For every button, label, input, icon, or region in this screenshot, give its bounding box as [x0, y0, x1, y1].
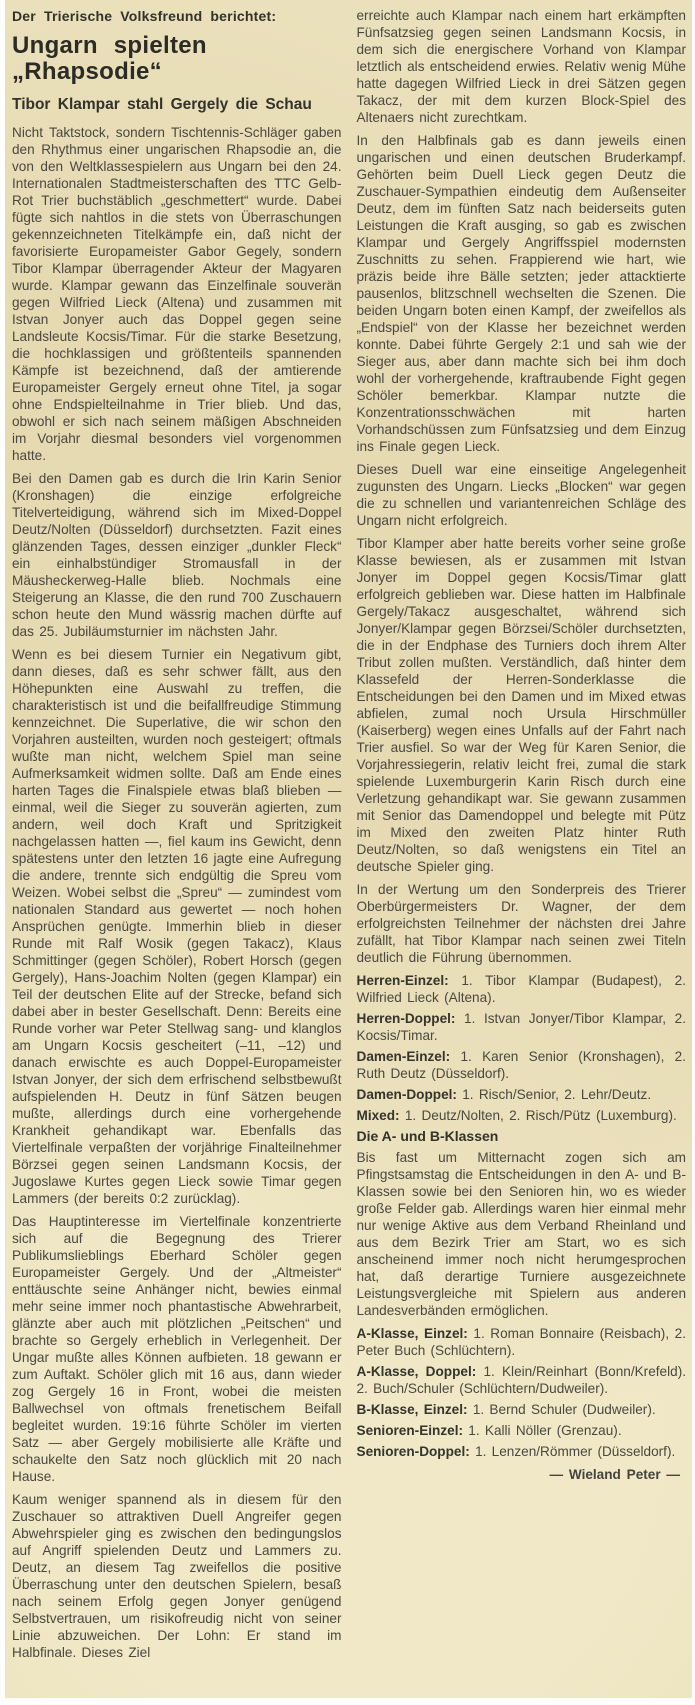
- byline: — Wieland Peter —: [549, 1467, 680, 1482]
- body-paragraph: Nicht Taktstock, sondern Tischtennis-Schläger gaben den Rhythmus einer ungarischen Rhapsodie an, die von den Weltklassespielern aus Ungarn bei den 24. Internationalen Stadtmeisterschaften des TTC Gelb-Rot Trier buchstäblich „geschmettert“ wurde. Dabei fügte sich nahtlos in die stets von Überraschungen gekennzeichneten Titelkämpfe ein, daß nicht der favorisierte Europameister Gabor Gegely, sondern Tibor Klampar überragender Akteur der Magyaren wurde. Klampar gewann das Einzelfinale souverän gegen Wilfried Lieck (Altena) und zusammen mit Istvan Jonyer auch das Doppel gegen seine Landsleute Kocsis/Timar. Für die starke Besetzung, die hochklassigen und größtenteils spannenden Kämpfe ist bezeichnend, daß der amtierende Europameister Gergely erneut ohne Titel, ja sogar ohne Endspielteilnahme in Trier blieb. Und das, obwohl er sich nach seinem mäßigen Abschneiden im Vorjahr diesmal besonders viel vorgenommen hatte.: [12, 125, 342, 463]
- result-label: B-Klasse, Einzel:: [356, 1402, 468, 1417]
- result-line: [357, 1363, 687, 1397]
- body-paragraph: Bis fast um Mitternacht zogen sich am Pfingstsamstag die Entscheidungen in den A- und B-Klassen sowie bei den Senioren hin, wo es wieder große Felder gab. Allerdings waren hier einmal mehr nur wenige Aktive aus dem Verband Rheinland und aus dem Bezirk Trier am Start, wo es sich anscheinend immer noch nicht herumgesprochen hat, daß derartige Turniere ausgezeichnete Leistungsvergleiche mit Spielern aus anderen Landesverbänden ermöglichen.: [356, 1150, 686, 1318]
- result-line: [357, 972, 687, 1006]
- result-label: A-Klasse, Doppel:: [356, 1364, 477, 1379]
- result-label: Damen-Einzel:: [356, 1049, 451, 1064]
- result-line: [357, 1443, 687, 1460]
- body-paragraph: Tibor Klamper aber hatte bereits vorher seine große Klasse bewiesen, als er zusammen mit Istvan Jonyer im Doppel gegen Kocsis/Timar glatt erfolgreich geblieben war. Diese hatten im Halbfinale Gergely/Takacz ausgeschaltet, während sich Jonyer/Klampar gegen Börzsei/Schöler durchsetzten, die in der Endphase des Turniers doch ihrem Alter Tribut zollen mußten. Verständlich, daß hinter dem Klassefeld der Herren-Sonderklasse die Entscheidungen bei den Damen und im Mixed etwas abfielen, zumal noch Ursula Hirschmüller (Kaiserberg) wegen eines Unfalls auf der Fahrt nach Trier ausfiel. So war der Weg für Karen Senior, die Vorjahressiegerin, relativ leicht frei, zumal die stark spielende Luxemburgerin Karin Risch durch eine Verletzung gehandikapt war. Sie gewann zusammen mit Senior das Damendoppel und belegte mit Pütz im Mixed den zweiten Platz hinter Ruth Deutz/Nolten, so daß wenigstens ein Titel an deutsche Spieler ging.: [356, 536, 686, 874]
- result-line: [357, 1107, 687, 1124]
- article-columns: [12, 7, 686, 1667]
- result-text: 1. Kalli Nöller (Grenzau).: [463, 1423, 622, 1438]
- body-paragraph: Das Hauptinteresse im Viertelfinale konzentrierte sich auf die Begegnung des Trierer Publikumslieblings Eberhard Schöler gegen Europameister Gergely. Und der „Altmeister“ enttäuschte seine Anhänger nicht, bewies einmal mehr seine immer noch phantastische Abwehrarbeit, glänzte aber auch mit plötzlichen „Peitschen“ und brachte so Gergely erheblich in Verlegenheit. Der Ungar mußte alles Können aufbieten. 18 gewann er zum Auftakt. Schöler glich mit 16 aus, dann wieder zog Gergely 16 in Front, wobei die meisten Ballwechsel von oftmals frenetischem Beifall begleitet wurden. 19:16 führte Schöler im vierten Satz — aber Gergely mobilisierte alle Kräfte und schaukelte den Satz noch glücklich mit 20 nach Hause.: [12, 1214, 342, 1484]
- section-heading: Die A- und B-Klassen: [356, 1128, 499, 1144]
- newspaper-clipping: [5, 0, 692, 1698]
- result-text: 1. Tibor Klampar (Budapest), 2. Wilfried Lieck (Altena).: [356, 973, 686, 1005]
- subhead: Tibor Klampar stahl Gergely die Schau: [12, 96, 312, 113]
- result-label: Herren-Doppel:: [356, 1011, 456, 1026]
- result-label: Mixed:: [356, 1108, 400, 1123]
- result-text: 1. Deutz/Nolten, 2. Risch/Pütz (Luxemburg).: [399, 1108, 677, 1123]
- result-text: 1. Klein/Reinhart (Bonn/Krefeld). 2. Buch/Schuler (Schlüchtern/Dudweiler).: [356, 1364, 686, 1396]
- result-text: 1. Bernd Schuler (Dudweiler).: [467, 1402, 656, 1417]
- result-label: Damen-Doppel:: [356, 1087, 457, 1102]
- body-paragraph: In der Wertung um den Sonderpreis des Trierer Oberbürgermeisters Dr. Wagner, der dem erfolgreichsten Teilnehmer der nächsten drei Jahre zufällt, hat Tibor Klampar nach seinen zwei Titeln deutlich die Führung übernommen.: [356, 882, 686, 965]
- result-text: 1. Lenzen/Römmer (Düsseldorf).: [469, 1444, 676, 1459]
- kicker: Der Trierische Volksfreund berichtet:: [12, 8, 277, 24]
- body-paragraph: Wenn es bei diesem Turnier ein Negativum gibt, dann dieses, daß es sehr schwer fällt, aus den Höhepunkten eine Auswahl zu treffen, die charakteristisch ist und die beifallfreudige Stimmung kennzeichnet. Die Superlative, die wir schon den Vorjahren austeilten, wurden noch gesteigert; oftmals wußte man nicht, welchem Spiel man seine Aufmerksamkeit widmen sollte. Daß am Ende eines harten Tages die Finalspiele etwas blaß blieben — einmal, weil die Sieger zu souverän agierten, zum andern, weil doch Kraft und Spritzigkeit nachgelassen hatten —, fiel kaum ins Gewicht, denn spätestens unter den letzten 16 jagte eine Aufregung die andere, trennte sich endgültig die Spreu vom Weizen. Wobei selbst die „Spreu“ — zumindest vom nationalen Standard aus gewertet — noch hohen Ansprüchen genügte. Immerhin blieb in dieser Runde mit Ralf Wosik (gegen Takacz), Klaus Schmittinger (gegen Schöler), Robert Horsch (gegen Gergely), Hans-Joachim Nolten (gegen Klampar) ein Teil der deutschen Elite auf der Strecke, befand sich dabei aber in bester Gesellschaft. Denn: Bereits eine Runde vorher war Peter Stellwag sang- und klanglos am Ungarn Kocsis gescheitert (–11, –12) und danach erwischte es auch Doppel-Europameister Istvan Jonyer, der sich dem erfrischend selbstbewußt aufspielenden H. Deutz in fünf Sätzen beugen mußte, allerdings durch eine vorhergehende Krankheit gehandikapt war. Ebenfalls das Viertelfinale verpaßten der vorjährige Finalteilnehmer Börzsei gegen seinen Landsmann Kocsis, der Jugoslawe Kurtes gegen Lieck sowie Timar gegen Lammers (der bereits 0:2 zurücklag).: [12, 647, 342, 1206]
- result-line: [357, 1010, 687, 1044]
- result-line: [357, 1401, 687, 1418]
- result-text: 1. Roman Bonnaire (Reisbach), 2. Peter Buch (Schlüchtern).: [356, 1326, 687, 1358]
- result-label: Herren-Einzel:: [356, 973, 449, 988]
- headline: Ungarn spielten „Rhapsodie“: [12, 32, 207, 85]
- body-paragraph: Dieses Duell war eine einseitige Angelegenheit zugunsten des Ungarn. Liecks „Blocken“ war gegen die zu schnellen und variantenreichen Schläge des Ungarn nicht erfolgreich.: [356, 462, 686, 528]
- result-label: Senioren-Einzel:: [356, 1423, 463, 1438]
- result-text: 1. Risch/Senior, 2. Lehr/Deutz.: [456, 1087, 652, 1102]
- result-line: [357, 1325, 687, 1359]
- result-line: [357, 1048, 687, 1082]
- body-paragraph: erreichte auch Klampar nach einem hart erkämpften Fünfsatzsieg gegen seinen Landsmann Kocsis, in dem sich die energischere Vorhand von Klampar letztlich als entscheidend erwies. Relativ wenig Mühe hatte dagegen Wilfried Lieck in drei Sätzen gegen Takacz, der mit dem kurzen Block-Spiel des Altenaers nicht zurechtkam.: [356, 8, 686, 125]
- left-column: [12, 7, 342, 1667]
- result-text: 1. Istvan Jonyer/Tibor Klampar, 2. Kocsis/Timar.: [356, 1011, 686, 1043]
- result-label: Senioren-Doppel:: [356, 1444, 470, 1459]
- result-line: [357, 1086, 687, 1103]
- result-label: A-Klasse, Einzel:: [356, 1326, 468, 1341]
- result-line: [357, 1422, 687, 1439]
- body-paragraph: Kaum weniger spannend als in diesem für den Zuschauer so attraktiven Duell Angreifer gegen Abwehrspieler ging es zwischen den bedingungslos auf Angriff spielenden Deutz und Lammers zu. Deutz, an diesem Tag zweifellos die positive Überraschung unter den deutschen Spielern, besaß nach seinem Erfolg gegen Jonyer genügend Selbstvertrauen, um risikofreudig nicht von seiner Linie abzuweichen. Der Lohn: Er stand im Halbfinale. Dieses Ziel: [12, 1492, 342, 1660]
- result-text: 1. Karen Senior (Kronshagen), 2. Ruth Deutz (Düsseldorf).: [356, 1049, 686, 1081]
- body-paragraph: In den Halbfinals gab es dann jeweils einen ungarischen und einen deutschen Bruderkampf. Gehörten beim Duell Lieck gegen Deutz die Zuschauer-Sympathien eindeutig dem Außenseiter Deutz, dem im fünften Satz nach beiderseits guten Leistungen die Kraft ausging, so gab es zwischen Klampar und Gergely Angriffsspiel modernsten Zuschnitts zu sehen. Frappierend wie hart, wie präzis beide ihre Bälle setzten; jeder attacktierte pausenlos, blitzschnell wechselten die Szenen. Die beiden Ungarn boten einen Kampf, der zweifellos als „Endspiel“ von der Klasse her bezeichnet werden konnte. Dabei führte Gergely 2:1 und sah wie der Sieger aus, aber dann machte sich bei ihm doch wohl der vorhergehende, kraftraubende Fight gegen Schöler bemerkbar. Klampar nutzte die Konzentrationsschwächen mit harten Vorhandschüssen zum Fünfsatzsieg und dem Einzug ins Finale gegen Lieck.: [356, 133, 686, 454]
- right-column: [357, 7, 687, 1667]
- body-paragraph: Bei den Damen gab es durch die Irin Karin Senior (Kronshagen) die einzige erfolgreiche Titelverteidigung, während sich im Mixed-Doppel Deutz/Nolten (Düsseldorf) durchsetzten. Fazit eines glänzenden Tages, dessen einziger „dunkler Fleck“ ein einhalbstündiger Stromausfall in der Mäusheckerweg-Halle blieb. Nochmals eine Steigerung an Klasse, die den rund 700 Zuschauern schon heute den Mund wässrig machen dürfte auf das 25. Jubiläumsturnier im nächsten Jahr.: [12, 471, 342, 639]
